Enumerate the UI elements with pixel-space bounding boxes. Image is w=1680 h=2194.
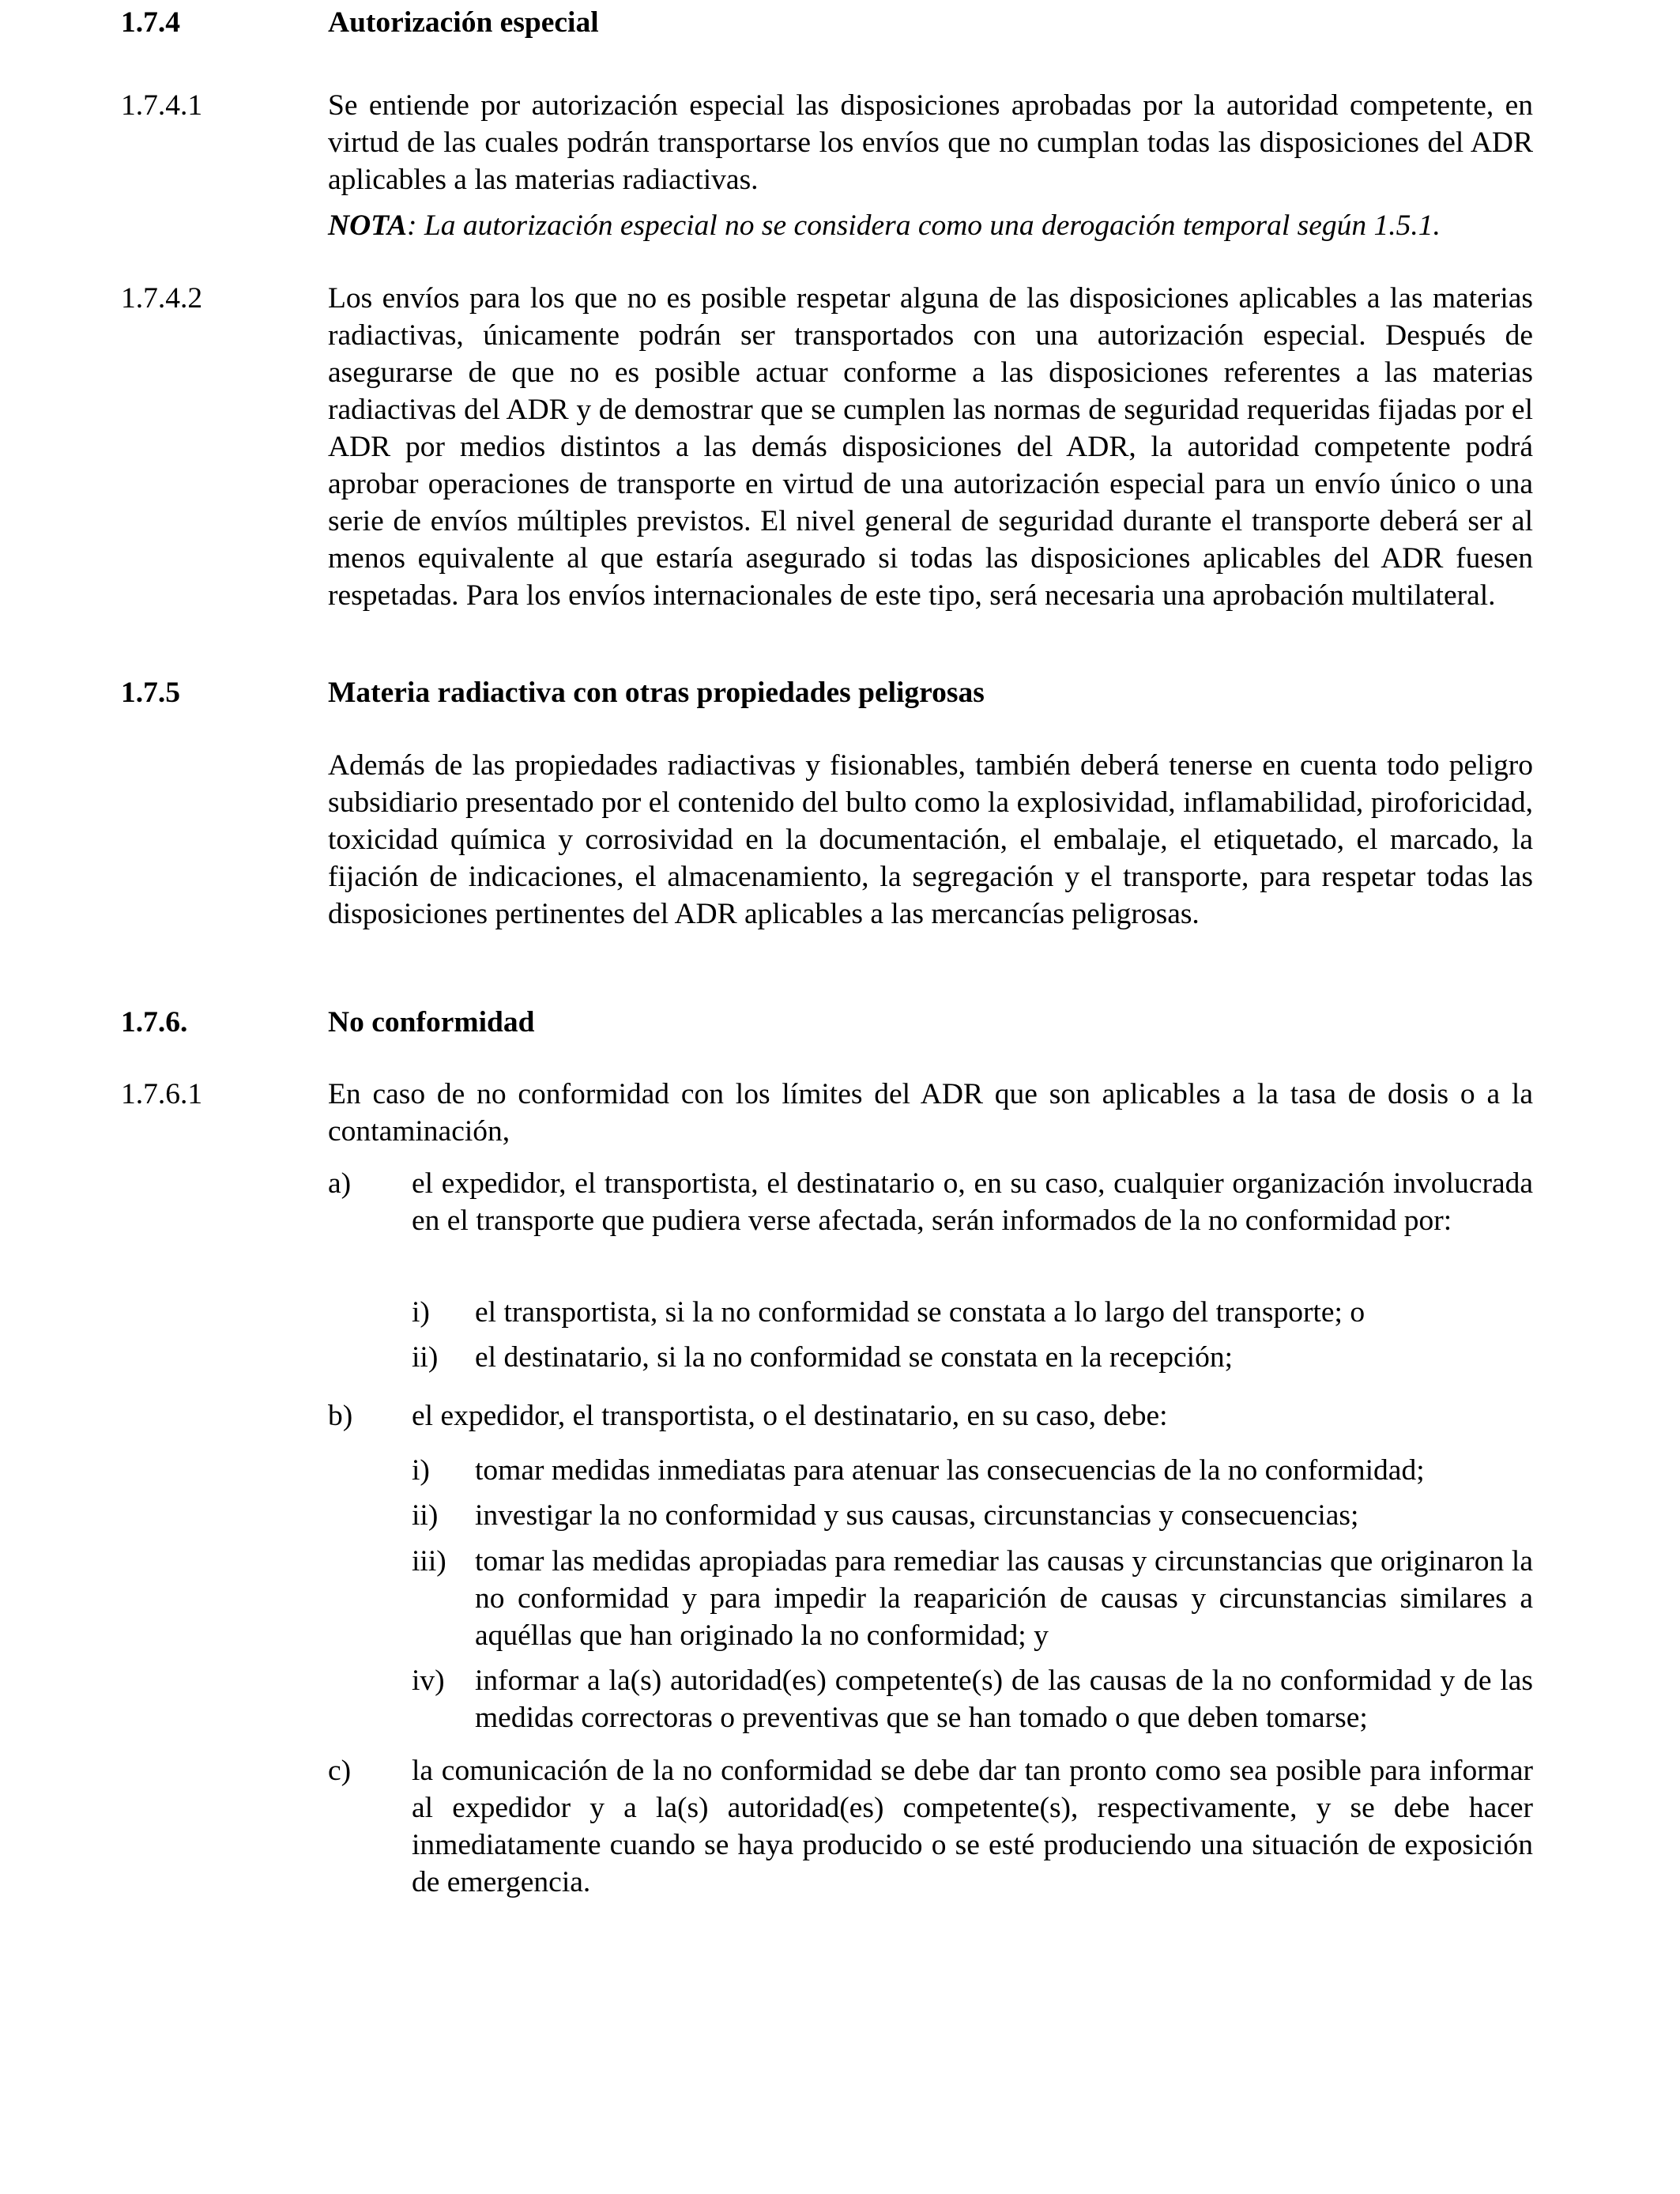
note-text: : La autorización especial no se considera como una derogación temporal según 1.5.1. bbox=[407, 209, 1441, 242]
subitem-label: ii) bbox=[412, 1341, 439, 1374]
subitem-text: informar a la(s) autoridad(es) competente(s) de las causas de la no conformidad y de las medidas correctoras o preventivas que se han tomado o que deben tomarse; bbox=[475, 1664, 1533, 1734]
subitem-text: tomar las medidas apropiadas para remediar las causas y circunstancias que originaron la no conformidad y para impedir la reaparición de causas y circunstancias similares a aquéllas que han originado la no conformidad; y bbox=[475, 1545, 1533, 1652]
list-item-label: c) bbox=[328, 1755, 352, 1787]
paragraph-text: Se entiende por autorización especial las disposiciones aprobadas por la autoridad competente, en virtud de las cuales podrán transportarse los envíos que no cumplan todas las disposiciones del ADR aplicables a las materias radiactivas. bbox=[328, 89, 1533, 196]
subitem-label: i) bbox=[412, 1296, 430, 1329]
section-number: 1.7.5 bbox=[121, 677, 180, 709]
paragraph-text: Además de las propiedades radiactivas y fisionables, también deberá tenerse en cuenta todo peligro subsidiario presentado por el contenido del bulto como la explosividad, inflamabilidad, piroforicidad, toxicidad química y corrosividad en la documentación, el embalaje, el etiquetado, el marcado, la fijación de indicaciones, el almacenamiento, la segregación y el transporte, para respetar todas las disposiciones pertinentes del ADR aplicables a las mercancías peligrosas. bbox=[328, 749, 1533, 930]
subitem-label: iv) bbox=[412, 1664, 445, 1697]
subitem-text: tomar medidas inmediatas para atenuar las consecuencias de la no conformidad; bbox=[475, 1454, 1425, 1487]
subitem-label: i) bbox=[412, 1454, 430, 1487]
subitem-text: el transportista, si la no conformidad se constata a lo largo del transporte; o bbox=[475, 1296, 1365, 1329]
note-label: NOTA bbox=[328, 209, 408, 242]
list-item-label: a) bbox=[328, 1167, 352, 1200]
section-title: Materia radiactiva con otras propiedades peligrosas bbox=[328, 677, 985, 709]
list-item-text: el expedidor, el transportista, el destinatario o, en su caso, cualquier organización involucrada en el transporte que pudiera verse afectada, serán informados de la no conformidad por: bbox=[412, 1167, 1533, 1237]
list-item-text: el expedidor, el transportista, o el destinatario, en su caso, debe: bbox=[412, 1400, 1168, 1432]
list-item-text: la comunicación de la no conformidad se debe dar tan pronto como sea posible para informar al expedidor y a la(s) autoridad(es) competente(s), respectivamente, y se debe hacer inmediatamente cuando se haya producido o se esté produciendo una situación de exposición de emergencia. bbox=[412, 1755, 1533, 1898]
section-number: 1.7.4 bbox=[121, 6, 180, 39]
paragraph-number: 1.7.4.2 bbox=[121, 282, 203, 315]
paragraph-number: 1.7.4.1 bbox=[121, 89, 203, 122]
subitem-label: ii) bbox=[412, 1499, 439, 1532]
subitem-label: iii) bbox=[412, 1545, 446, 1578]
section-title: Autorización especial bbox=[328, 6, 599, 39]
paragraph-number: 1.7.6.1 bbox=[121, 1078, 203, 1110]
subitem-text: investigar la no conformidad y sus causas, circunstancias y consecuencias; bbox=[475, 1499, 1359, 1532]
paragraph-text: Los envíos para los que no es posible respetar alguna de las disposiciones aplicables a las materias radiactivas, únicamente podrán ser transportados con una autorización especial. Después de asegurarse de que no es posible actuar conforme a las disposiciones referentes a las materias radiactivas del ADR y de demostrar que se cumplen las normas de seguridad requeridas fijadas por el ADR por medios distintos a las demás disposiciones del ADR, la autoridad competente podrá aprobar operaciones de transporte en virtud de una autorización especial para un envío único o una serie de envíos múltiples previstos. El nivel general de seguridad durante el transporte deberá ser al menos equivalente al que estaría asegurado si todas las disposiciones aplicables del ADR fuesen respetadas. Para los envíos internacionales de este tipo, será necesaria una aprobación multilateral. bbox=[328, 282, 1533, 612]
list-item-label: b) bbox=[328, 1400, 353, 1432]
note bbox=[328, 207, 1533, 244]
section-number: 1.7.6. bbox=[121, 1006, 188, 1039]
section-title: No conformidad bbox=[328, 1006, 535, 1039]
paragraph-text: En caso de no conformidad con los límites del ADR que son aplicables a la tasa de dosis o a la contaminación, bbox=[328, 1078, 1533, 1148]
subitem-text: el destinatario, si la no conformidad se constata en la recepción; bbox=[475, 1341, 1234, 1374]
